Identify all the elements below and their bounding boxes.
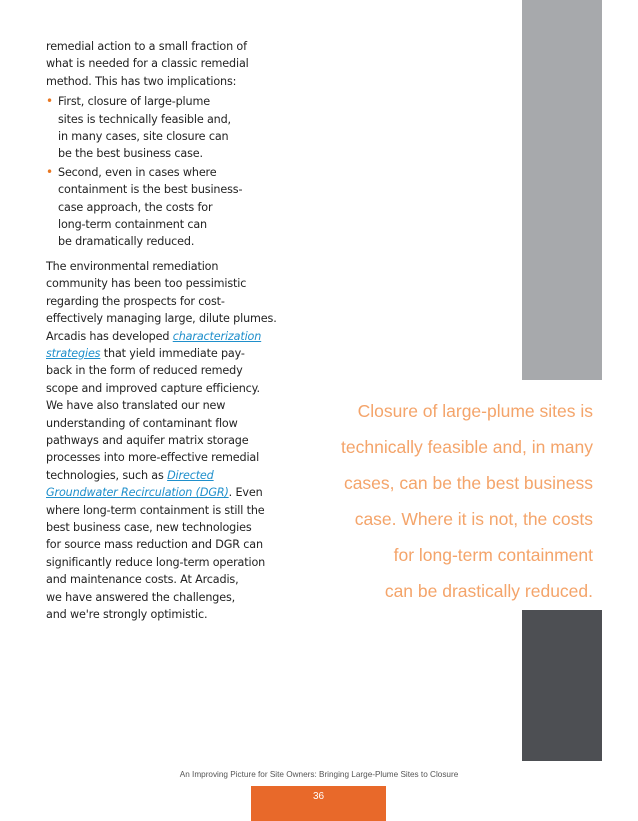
page-number: 36 [312, 791, 325, 802]
text-line: containment is the best business- [58, 183, 243, 197]
text-line: where long-term containment is still the [46, 503, 265, 517]
text-line: back in the form of reduced remedy [46, 364, 243, 378]
characterization-strategies-link[interactable]: strategies [46, 346, 101, 360]
pull-quote-line: cases, can be the best business [343, 473, 593, 493]
text-fragment: technologies, such as [46, 468, 168, 482]
text-line [46, 484, 278, 501]
text-line: method. This has two implications: [46, 74, 237, 88]
text-line: effectively managing large, dilute plumes. [46, 312, 277, 326]
dgr-link[interactable]: Directed [167, 468, 214, 482]
bullet-icon: • [46, 94, 53, 109]
text-line: sites is technically feasible and, [58, 112, 231, 126]
text-fragment: . Even [228, 486, 263, 500]
list-item [46, 164, 278, 251]
bullet-icon: • [46, 164, 53, 179]
text-line: and maintenance costs. At Arcadis, [46, 573, 239, 587]
pull-quote [263, 393, 593, 609]
text-line: in many cases, site closure can [58, 130, 229, 144]
text-line [46, 328, 278, 345]
text-line: what is needed for a classic remedial [46, 57, 249, 71]
text-line: We have also translated our new [46, 399, 226, 413]
decorative-dark-bar-bottom [522, 610, 602, 761]
list-item [46, 93, 278, 163]
dgr-link[interactable]: Groundwater Recirculation (DGR) [46, 486, 229, 500]
text-line: and we're strongly optimistic. [46, 608, 208, 621]
text-line: be the best business case. [58, 147, 203, 161]
pull-quote-line: case. Where it is not, the costs [354, 509, 593, 529]
text-line: we have answered the challenges, [46, 590, 236, 604]
text-fragment: that yield immediate pay- [100, 346, 245, 360]
text-line: regarding the prospects for cost- [46, 294, 225, 308]
text-line: scope and improved capture efficiency. [46, 381, 260, 395]
footer-document-title: An Improving Picture for Site Owners: Bringing Large-Plume Sites to Closure [179, 770, 459, 779]
text-line [46, 467, 278, 484]
pull-quote-line: for long-term containment [393, 545, 593, 565]
text-line: Second, even in cases where [58, 165, 217, 179]
main-paragraph [46, 258, 278, 624]
text-line: best business case, new technologies [46, 520, 252, 534]
text-line: The environmental remediation [46, 259, 219, 273]
text-line: significantly reduce long-term operation [46, 555, 266, 569]
text-line: for source mass reduction and DGR can [46, 538, 263, 552]
text-line: be dramatically reduced. [58, 235, 195, 249]
text-line: remedial action to a small fraction of [46, 40, 247, 53]
text-fragment: Arcadis has developed [46, 329, 173, 343]
text-line: understanding of contaminant flow [46, 416, 238, 430]
characterization-strategies-link[interactable]: characterization [172, 329, 262, 343]
pull-quote-line: technically feasible and, in many [341, 437, 593, 457]
pull-quote-line: Closure of large-plume sites is [357, 401, 593, 421]
text-line: long-term containment can [58, 218, 207, 232]
text-line: processes into more-effective remedial [46, 451, 260, 465]
implications-list [46, 93, 278, 251]
decorative-gray-bar-top [522, 0, 602, 380]
text-line: pathways and aquifer matrix storage [46, 433, 249, 447]
intro-paragraph [46, 38, 278, 90]
pull-quote-line: can be drastically reduced. [384, 581, 593, 601]
text-line [46, 345, 278, 362]
text-line: case approach, the costs for [58, 200, 213, 214]
page-number-box [251, 786, 386, 821]
text-line: community has been too pessimistic [46, 277, 247, 291]
body-text-column [46, 38, 278, 623]
text-line: First, closure of large-plume [58, 95, 210, 109]
